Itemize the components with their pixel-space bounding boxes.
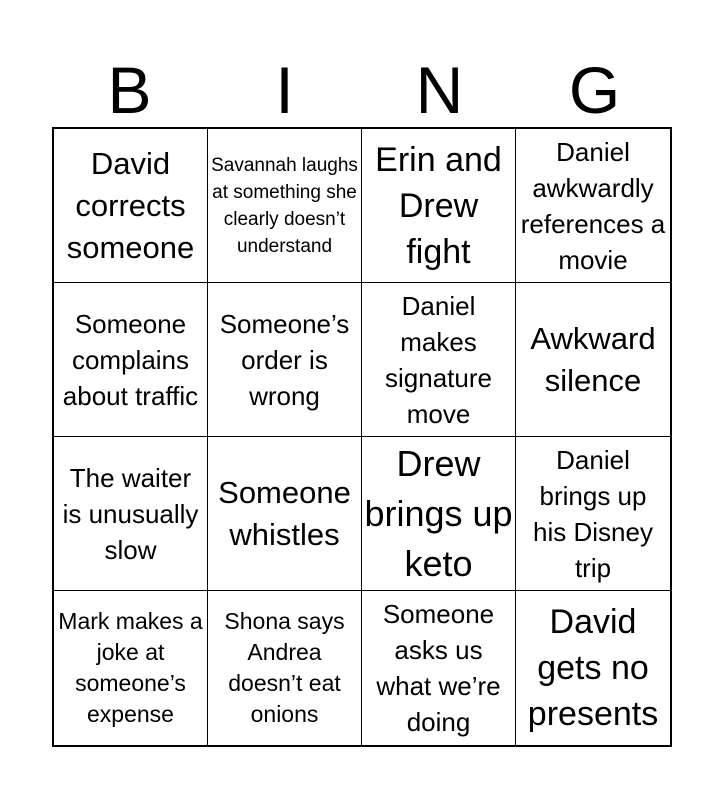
bingo-cell[interactable] — [54, 591, 208, 745]
header-letter-g: G — [568, 53, 621, 127]
bingo-cell[interactable] — [362, 591, 516, 745]
bingo-cell-text: David gets no presents — [527, 603, 659, 733]
bingo-cell-text: Awkward silence — [530, 320, 656, 398]
bingo-cell-text: Shona says Andrea doesn’t eat onions — [224, 608, 345, 727]
bingo-cell[interactable] — [516, 283, 670, 437]
bingo-cell-text: Daniel brings up his Disney trip — [533, 444, 653, 583]
bingo-cell-text: Someone asks us what we’re doing — [376, 599, 501, 737]
bingo-cell-text: Erin and Drew fight — [375, 140, 502, 271]
bingo-cell[interactable] — [54, 437, 208, 591]
bingo-cell[interactable] — [516, 129, 670, 283]
bingo-cell-text: Daniel awkwardly references a movie — [520, 136, 666, 275]
bingo-cell-text: Daniel makes signature move — [385, 290, 492, 429]
bingo-cell-text: Savannah laughs at something she clearly doesn’t understand — [211, 154, 358, 257]
bingo-cell[interactable] — [208, 283, 362, 437]
bingo-cell-text: Drew brings up keto — [364, 442, 513, 584]
bingo-cell[interactable] — [516, 437, 670, 591]
header-letter-n: N — [415, 53, 464, 127]
bingo-cell-text: David corrects someone — [66, 145, 195, 265]
bingo-cell[interactable] — [54, 129, 208, 283]
bingo-cell[interactable] — [208, 129, 362, 283]
header-letter-b: B — [107, 53, 152, 127]
bingo-cell-text: Someone complains about traffic — [62, 308, 199, 411]
bingo-header — [52, 52, 672, 128]
bingo-cell-text: Someone’s order is wrong — [219, 308, 350, 411]
bingo-cell-text: The waiter is unusually slow — [62, 462, 199, 565]
bingo-cell-text: Mark makes a joke at someone’s expense — [58, 608, 203, 727]
header-letter-i: I — [275, 53, 294, 127]
bingo-cell[interactable] — [208, 437, 362, 591]
bingo-cell[interactable] — [362, 129, 516, 283]
bingo-cell-text: Someone whistles — [218, 474, 351, 552]
bingo-cell[interactable] — [208, 591, 362, 745]
bingo-cell[interactable] — [54, 283, 208, 437]
bingo-cell[interactable] — [516, 591, 670, 745]
bingo-board — [52, 127, 672, 747]
bingo-cell[interactable] — [362, 283, 516, 437]
bingo-cell[interactable] — [362, 437, 516, 591]
